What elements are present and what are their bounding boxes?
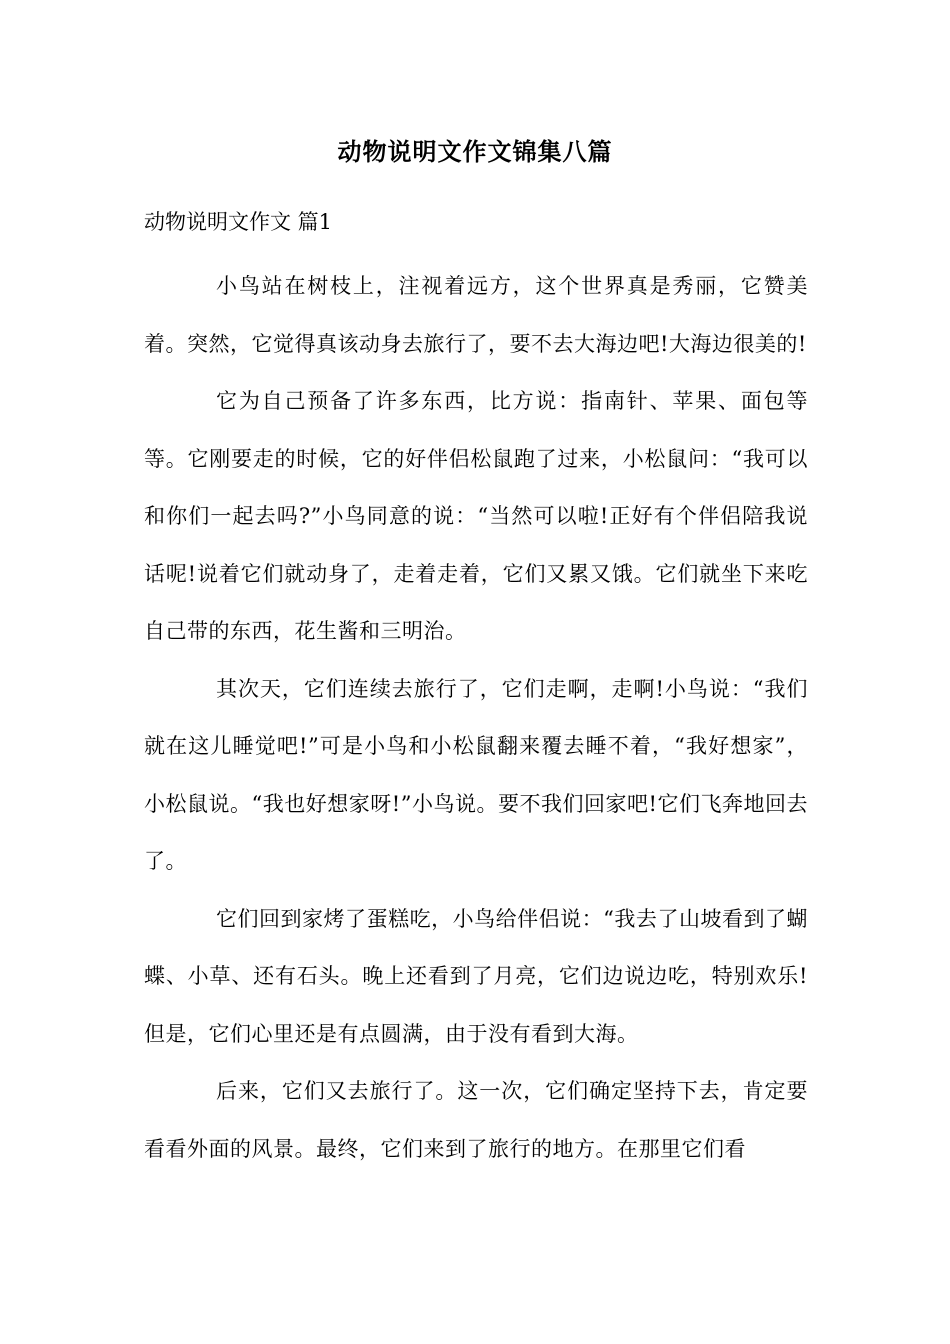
body-text bbox=[144, 258, 808, 1178]
section-heading: 动物说明文作文 篇1 bbox=[144, 210, 333, 234]
paragraph: 其次天，它们连续去旅行了，它们走啊，走啊!小鸟说：“我们就在这儿睡觉吧!”可是小鸟和小松鼠翻来覆去睡不着，“我好想家”，小松鼠说。“我也好想家呀!”小鸟说。要不我们回家吧!它们飞奔地回去了。 bbox=[144, 676, 808, 873]
document-title: 动物说明文作文锦集八篇 bbox=[337, 137, 613, 166]
paragraph: 后来，它们又去旅行了。这一次，它们确定坚持下去，肯定要看看外面的风景。最终，它们来到了旅行的地方。在那里它们看 bbox=[144, 1079, 808, 1161]
paragraph: 它们回到家烤了蛋糕吃，小鸟给伴侣说：“我去了山坡看到了蝴蝶、小草、还有石头。晚上还看到了月亮，它们边说边吃，特别欢乐!但是，它们心里还是有点圆满，由于没有看到大海。 bbox=[144, 906, 808, 1046]
paragraph: 它为自己预备了许多东西，比方说：指南针、苹果、面包等等。它刚要走的时候，它的好伴侣松鼠跑了过来，小松鼠问：“我可以和你们一起去吗?”小鸟同意的说：“当然可以啦!正好有个伴侣陪我说话呢!说着它们就动身了，走着走着，它们又累又饿。它们就坐下来吃自己带的东西，花生酱和三明治。 bbox=[144, 389, 808, 643]
paragraph: 小鸟站在树枝上，注视着远方，这个世界真是秀丽，它赞美着。突然，它觉得真该动身去旅行了，要不去大海边吧!大海边很美的! bbox=[144, 274, 808, 356]
